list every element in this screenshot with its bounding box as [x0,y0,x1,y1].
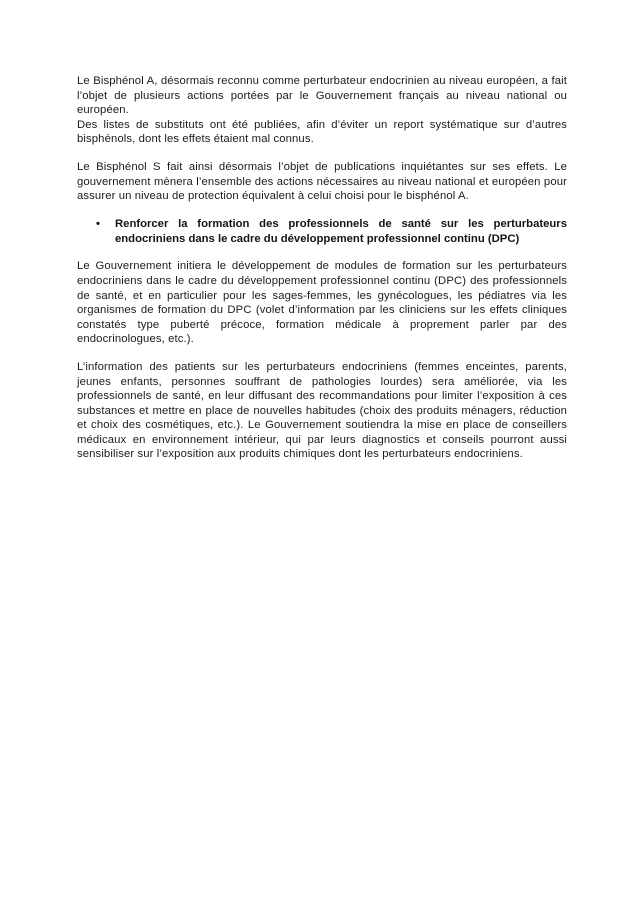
paragraph-bisphenol-a: Le Bisphénol A, désormais reconnu comme perturbateur endocrinien au niveau européen, a fait l’objet de plusieurs actions portées par le Gouvernement français au niveau national ou européen. [77,75,567,117]
paragraph-group-modules-formation [77,259,567,347]
bullet-list [77,217,567,247]
paragraph-information-patients: L’information des patients sur les perturbateurs endocriniens (femmes enceintes, parents, jeunes enfants, personnes souffrant de pathologies lourdes) sera améliorée, via les professionnels de santé, en leur diffusant des recommandations pour limiter l’exposition à ces substances et mettre en place de nouvelles habitudes (choix des produits ménagers, réduction et choix des cosmétiques, etc.). Le Gouvernement soutiendra la mise en place de conseillers médicaux en environnement intérieur, qui par leurs diagnostics et conseils pourront aussi sensibiliser sur l’exposition aux produits chimiques dont les perturbateurs endocriniens. [77,360,567,461]
paragraph-bisphenol-s: Le Bisphénol S fait ainsi désormais l’objet de publications inquiétantes sur ses effets. Le gouvernement mènera l’ensemble des actions nécessaires au niveau national et européen pour assurer un niveau de protection équivalent à celui choisi pour le bisphénol A. [77,160,567,203]
paragraph-group-information-patients [77,360,567,462]
paragraph-modules-formation: Le Gouvernement initiera le développement de modules de formation sur les perturbateurs endocriniens dans le cadre du développement professionnel continu (DPC) des professionnels de santé, et en particulier pour les sages-femmes, les gynécologues, les pédiatres via les organismes de formation du DPC (volet d’information par les cliniciens sur les effets cliniques constatés type puberté précoce, formation médicale à proprement parler par des endocrinologues, etc.). [77,260,567,346]
bullet-marker-icon: • [96,217,100,230]
bullet-renforcer-formation-label: Renforcer la formation des professionnels de santé sur les perturbateurs endocriniens dans le cadre du développement professionnel continu (DPC) [115,217,567,245]
paragraph-group-bisphenol-a [77,74,567,147]
bullet-renforcer-formation [96,217,567,247]
paragraph-listes-substituts: Des listes de substituts ont été publiées, afin d’éviter un report systématique sur d’autres bisphénols, dont les effets étaient mal connus. [77,118,567,146]
document-body [77,74,567,462]
paragraph-group-bisphenol-s [77,160,567,204]
